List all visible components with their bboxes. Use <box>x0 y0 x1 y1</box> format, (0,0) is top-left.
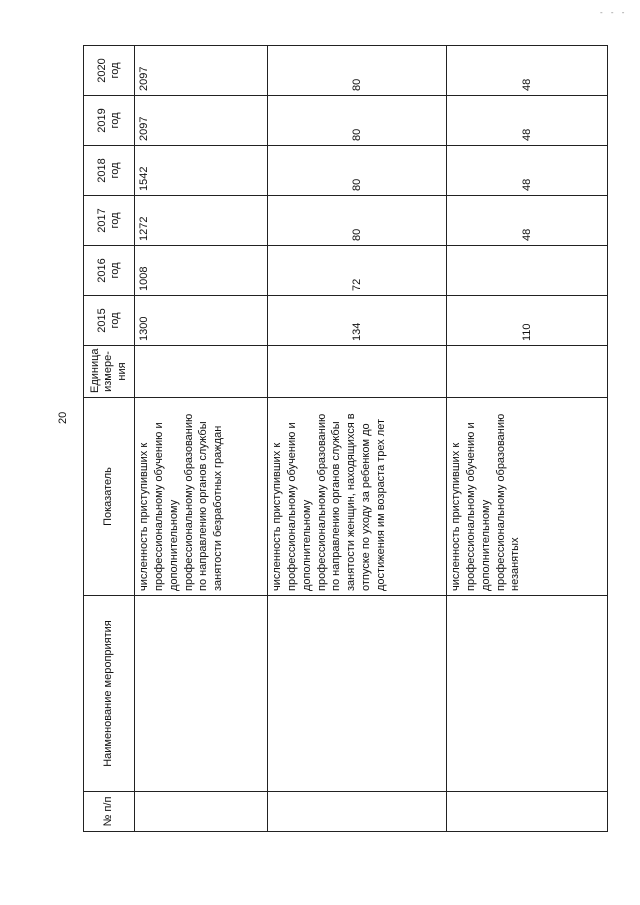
value-2020: 48 <box>447 46 608 96</box>
row-num <box>447 792 608 832</box>
row-name <box>268 596 447 792</box>
header-year-2017: 2017 год <box>84 196 135 246</box>
value-2016: 72 <box>268 246 447 296</box>
row-indicator: численность приступивших к профессиональному обучению и дополнительному профессиональному образованию по направлению органов службы занятости безработных граждан <box>135 398 268 596</box>
value-2018: 48 <box>447 146 608 196</box>
document-table-area <box>83 46 603 832</box>
value-2017: 48 <box>447 196 608 246</box>
value-2020: 80 <box>268 46 447 96</box>
header-year-2016: 2016 год <box>84 246 135 296</box>
header-year-2018: 2018 год <box>84 146 135 196</box>
row-indicator: численность приступивших к профессиональному обучению и дополнительному профессиональному образованию незанятых <box>447 398 608 596</box>
table-row <box>447 46 608 832</box>
row-indicator: численность приступивших к профессиональному обучению и дополнительному профессиональному образованию по направлению органов службы занятости женщин, находящихся в отпуске по уходу за ребенком до достижения им возраста трех лет <box>268 398 447 596</box>
value-2015: 110 <box>447 296 608 346</box>
page-number: 20 <box>57 411 69 424</box>
value-2015: 134 <box>268 296 447 346</box>
value-2019: 2097 <box>135 96 268 146</box>
row-unit <box>135 346 268 398</box>
value-2020: 2097 <box>135 46 268 96</box>
header-name: Наименование мероприятия <box>84 596 135 792</box>
header-year-2019: 2019 год <box>84 96 135 146</box>
value-2019: 48 <box>447 96 608 146</box>
row-num <box>268 792 447 832</box>
value-2016: 1008 <box>135 246 268 296</box>
value-2018: 80 <box>268 146 447 196</box>
header-year-2015: 2015 год <box>84 296 135 346</box>
table-row <box>268 46 447 832</box>
row-num <box>135 792 268 832</box>
header-num: № п/п <box>84 792 135 832</box>
value-2018: 1542 <box>135 146 268 196</box>
value-2016 <box>447 246 608 296</box>
table-header-row <box>84 46 135 832</box>
corner-marks: - - - <box>600 8 628 17</box>
value-2017: 1272 <box>135 196 268 246</box>
indicators-table <box>83 45 608 832</box>
value-2017: 80 <box>268 196 447 246</box>
header-unit: Единица измере-ния <box>84 346 135 398</box>
row-unit <box>268 346 447 398</box>
header-indicator: Показатель <box>84 398 135 596</box>
header-year-2020: 2020 год <box>84 46 135 96</box>
row-name <box>447 596 608 792</box>
value-2015: 1300 <box>135 296 268 346</box>
value-2019: 80 <box>268 96 447 146</box>
row-unit <box>447 346 608 398</box>
row-name <box>135 596 268 792</box>
table-row <box>135 46 268 832</box>
